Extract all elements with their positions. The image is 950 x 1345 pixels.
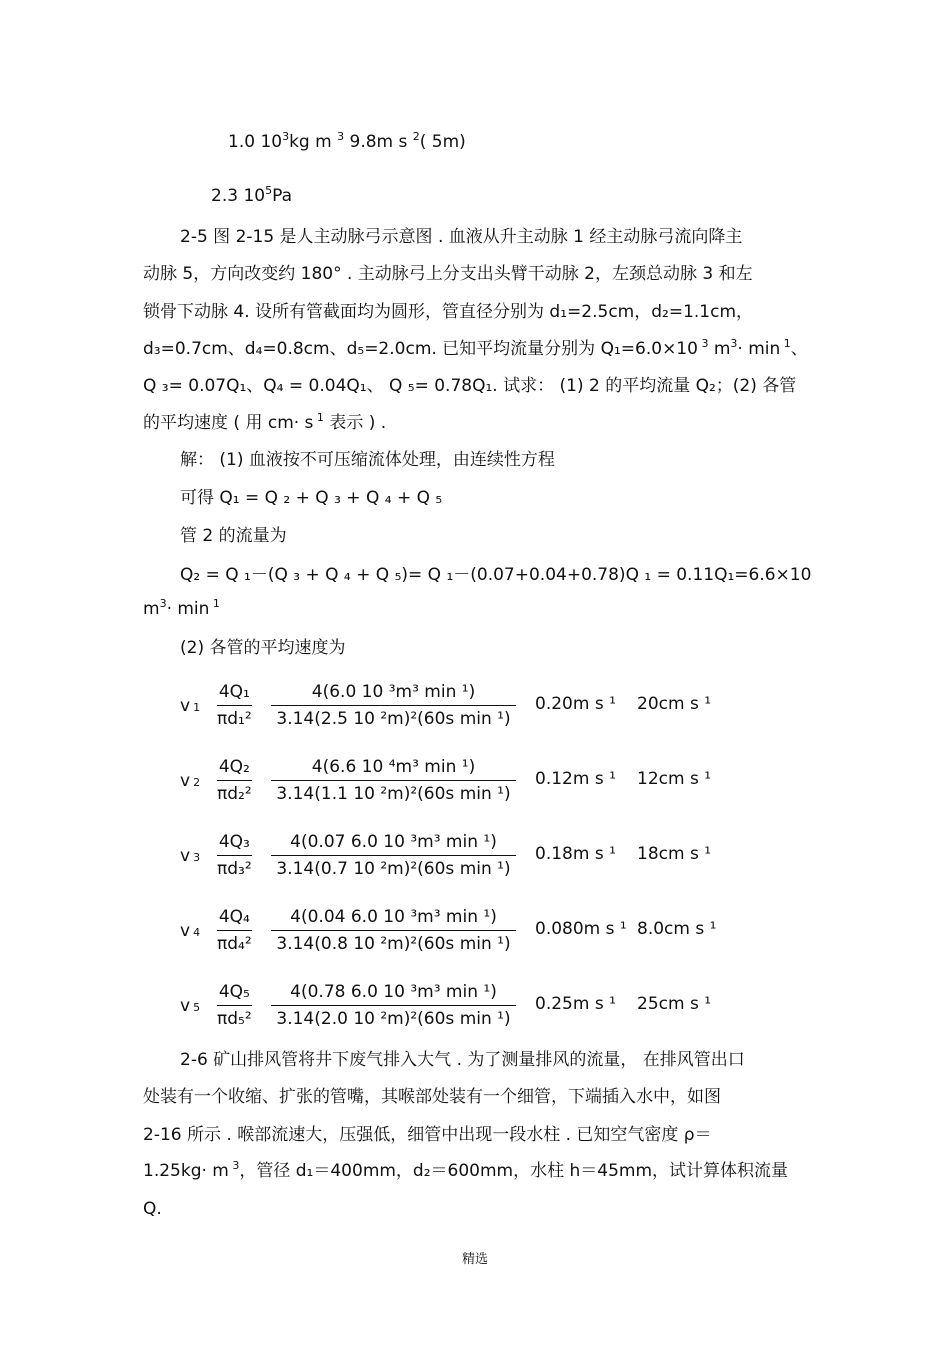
problem-2-5-line-6: 的平均速度 ( 用 cm· s $^1$ 表示 ) .	[143, 411, 387, 433]
velocity-equation-row	[175, 680, 735, 736]
velocity-equation-row	[175, 755, 735, 811]
fraction-denominator: 3.14(1.1 10 ²m)²(60s min ¹)	[276, 784, 511, 804]
problem-2-6-line-2: 处装有一个收缩、扩张的管嘴，其喉部处装有一个细管，下端插入水中，如图	[143, 1087, 721, 1107]
fraction-definition	[217, 755, 252, 806]
problem-2-5-line-2: 动脉 5，方向改变约 180° . 主动脉弓上分支出头臂干动脉 2，左颈总动脉 3 和左	[143, 264, 753, 284]
result-cgs: 25cm s ¹	[637, 994, 712, 1014]
result-si: 0.25m s ¹	[535, 994, 616, 1014]
fraction-definition	[217, 980, 252, 1031]
result-si: 0.18m s ¹	[535, 844, 616, 864]
fraction-numerator: 4(0.07 6.0 10 ³m³ min ¹)	[290, 832, 497, 852]
result-line-1: 1.0 $10^3kg$ m $^3$ 9.8m s $^2$( 5m)	[228, 130, 466, 152]
fraction-definition	[217, 680, 252, 731]
problem-2-6-line-3: 2-16 所示 . 喉部流速大，压强低，细管中出现一段水柱 . 已知空气密度 ρ＝	[143, 1125, 712, 1145]
fraction-numerator: 4Q₅	[218, 982, 250, 1002]
solution-line-4: Q₂ = Q ₁－(Q ₃ + Q ₄ + Q ₅)= Q ₁－(0.07+0.04+0.78)Q ₁ = 0.11Q₁=6.6×10	[180, 565, 812, 585]
result-si: 0.20m s ¹	[535, 694, 616, 714]
fraction-denominator: πd₁²	[217, 709, 252, 729]
result-si: 0.080m s ¹	[535, 919, 627, 939]
fraction-denominator: 3.14(2.0 10 ²m)²(60s min ¹)	[276, 1009, 511, 1029]
solution-line-5: $m^3\cdot \min ^1$	[143, 597, 220, 619]
fraction-bar	[217, 930, 252, 931]
fraction-bar	[271, 855, 516, 856]
fraction-definition	[217, 830, 252, 881]
fraction-bar	[271, 1005, 516, 1006]
fraction-bar	[271, 780, 516, 781]
fraction-substitution	[271, 830, 516, 881]
fraction-bar	[217, 705, 252, 706]
velocity-symbol: v 3	[180, 846, 201, 866]
problem-2-5-line-4: d₃=0.7cm、d₄=0.8cm、d₅=2.0cm. 已知平均流量分别为 Q₁=6.0×10 $^3$ $m^3\cdot \min ^1$、	[143, 337, 808, 359]
fraction-numerator: 4(0.78 6.0 10 ³m³ min ¹)	[290, 982, 497, 1002]
problem-2-5-line-3: 锁骨下动脉 4. 设所有管截面均为圆形，管直径分别为 d₁=2.5cm，d₂=1.1cm，	[143, 302, 754, 322]
fraction-denominator: 3.14(0.7 10 ²m)²(60s min ¹)	[276, 859, 511, 879]
fraction-denominator: 3.14(0.8 10 ²m)²(60s min ¹)	[276, 934, 511, 954]
result-cgs: 20cm s ¹	[637, 694, 712, 714]
result-cgs: 12cm s ¹	[637, 769, 712, 789]
problem-2-5-line-5: Q ₃= 0.07Q₁、Q₄ = 0.04Q₁、 Q ₅= 0.78Q₁. 试求： (1) 2 的平均流量 Q₂；(2) 各管	[143, 376, 797, 396]
fraction-denominator: πd₂²	[217, 784, 252, 804]
fraction-numerator: 4(0.04 6.0 10 ³m³ min ¹)	[290, 907, 497, 927]
fraction-numerator: 4(6.6 10 ⁴m³ min ¹)	[311, 757, 476, 777]
solution-line-2: 可得 Q₁ = Q ₂ + Q ₃ + Q ₄ + Q ₅	[180, 488, 443, 508]
fraction-numerator: 4Q₁	[218, 682, 250, 702]
problem-2-5-line-1: 2-5 图 2-15 是人主动脉弓示意图 . 血液从升主动脉 1 经主动脉弓流向降主	[180, 227, 743, 247]
page-footer: 精选	[461, 1252, 488, 1267]
fraction-denominator: πd₅²	[217, 1009, 252, 1029]
velocity-equation-row	[175, 905, 735, 961]
fraction-numerator: 4Q₂	[218, 757, 250, 777]
fraction-bar	[271, 705, 516, 706]
fraction-denominator: πd₃²	[217, 859, 252, 879]
fraction-numerator: 4Q₃	[218, 832, 250, 852]
fraction-numerator: 4Q₄	[218, 907, 250, 927]
velocity-symbol: v 1	[180, 696, 201, 716]
velocity-symbol: v 2	[180, 771, 201, 791]
fraction-bar	[217, 1005, 252, 1006]
fraction-denominator: πd₄²	[217, 934, 252, 954]
result-cgs: 18cm s ¹	[637, 844, 712, 864]
fraction-bar	[271, 930, 516, 931]
solution-line-3: 管 2 的流量为	[180, 526, 287, 546]
result-cgs: 8.0cm s ¹	[637, 919, 717, 939]
fraction-substitution	[271, 755, 516, 806]
fraction-definition	[217, 905, 252, 956]
velocity-symbol: v 4	[180, 921, 201, 941]
velocity-equation-row	[175, 980, 735, 1036]
result-si: 0.12m s ¹	[535, 769, 616, 789]
problem-2-6-line-5: Q.	[143, 1199, 162, 1219]
fraction-numerator: 4(6.0 10 ³m³ min ¹)	[311, 682, 476, 702]
solution-line-1: 解： (1) 血液按不可压缩流体处理，由连续性方程	[180, 450, 555, 470]
fraction-substitution	[271, 680, 516, 731]
fraction-bar	[217, 855, 252, 856]
problem-2-6-line-1: 2-6 矿山排风管将井下废气排入大气 . 为了测量排风的流量， 在排风管出口	[180, 1050, 745, 1070]
velocity-equation-row	[175, 830, 735, 886]
problem-2-6-line-4: 1.25kg· m $^3$，管径 d₁＝400mm，d₂＝600mm，水柱 h＝45mm，试计算体积流量	[143, 1159, 789, 1181]
fraction-bar	[217, 780, 252, 781]
fraction-denominator: 3.14(2.5 10 ²m)²(60s min ¹)	[276, 709, 511, 729]
velocity-symbol: v 5	[180, 996, 201, 1016]
fraction-substitution	[271, 980, 516, 1031]
result-line-2: 2.3 $10^5Pa$	[211, 184, 292, 206]
solution-line-6: (2) 各管的平均速度为	[180, 638, 346, 658]
fraction-substitution	[271, 905, 516, 956]
